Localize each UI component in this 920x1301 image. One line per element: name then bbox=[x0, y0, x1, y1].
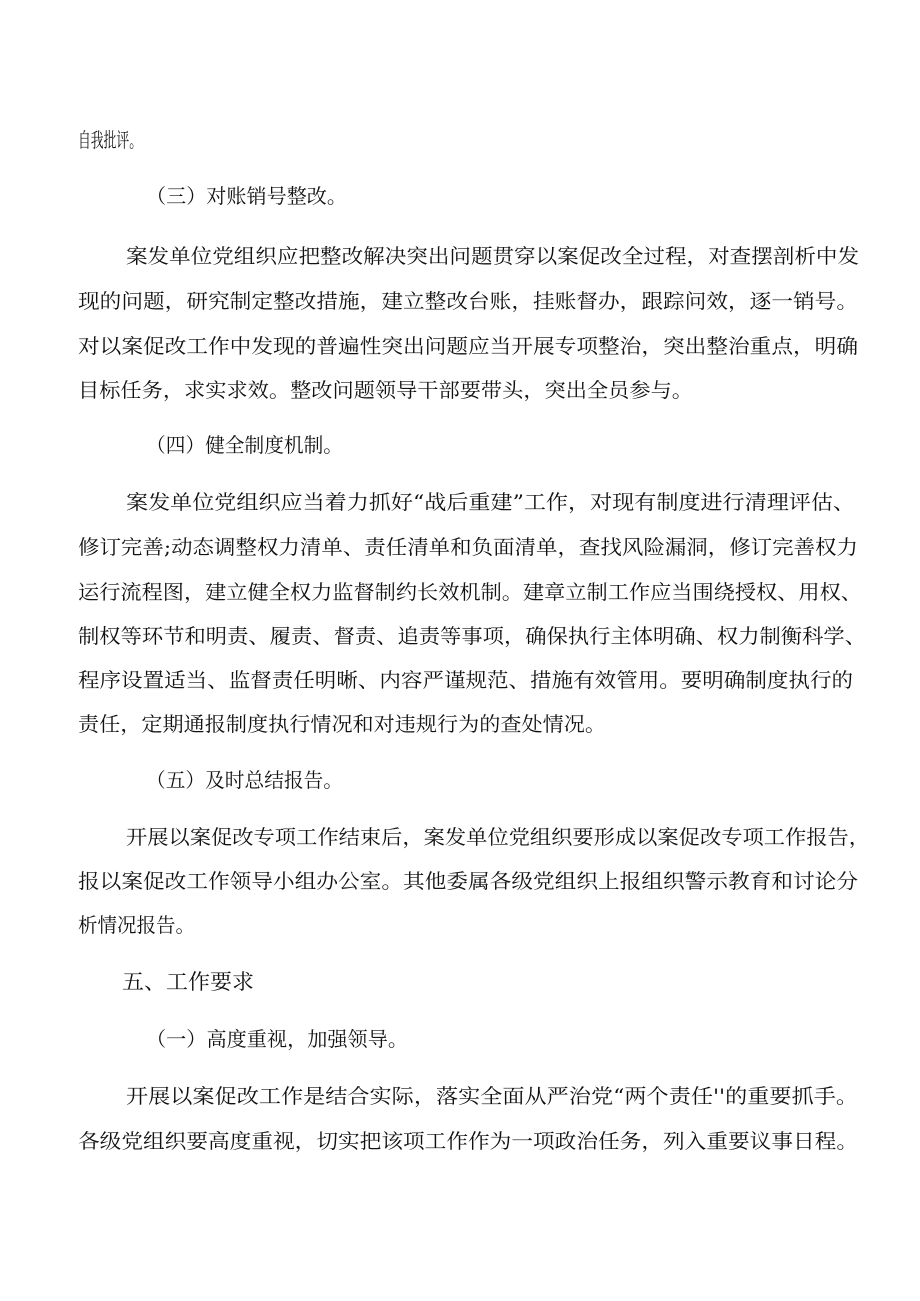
paragraph-line bbox=[0, 905, 920, 945]
subheading-text: （一）高度重视，加强领导。 bbox=[146, 1027, 408, 1051]
paragraph-text: 开展以案促改专项工作结束后，案发单位党组织要形成以案促改专项工作报告， bbox=[126, 825, 870, 849]
paragraph-line bbox=[0, 281, 920, 321]
subheading-4 bbox=[0, 425, 920, 465]
paragraph-line bbox=[0, 660, 920, 700]
paragraph-text: 各级党组织要高度重视，切实把该项工作作为一项政治任务，列入重要议事日程。 bbox=[78, 1129, 858, 1153]
paragraph-line bbox=[0, 704, 920, 744]
paragraph-line bbox=[0, 370, 920, 410]
paragraph-text: 析情况报告。 bbox=[78, 913, 195, 937]
paragraph-line bbox=[0, 120, 920, 160]
section-title-text: 五、工作要求 bbox=[122, 970, 254, 994]
paragraph-text: 目标任务，求实求效。整改问题领导干部要带头，突出全员参与。 bbox=[78, 378, 693, 402]
paragraph-line bbox=[0, 861, 920, 901]
paragraph-line bbox=[0, 817, 920, 857]
paragraph-text: 案发单位党组织应当着力抓好“战后重建”工作，对现有制度进行清理评估、 bbox=[126, 490, 855, 514]
paragraph-text: 案发单位党组织应把整改解决突出问题贯穿以案促改全过程，对查摆剖析中发 bbox=[126, 244, 859, 268]
paragraph-text: 现的问题，研究制定整改措施，建立整改台账，挂账督办，跟踪问效，逐一销号。 bbox=[78, 289, 858, 313]
paragraph-text: 制权等环节和明责、履责、督责、追责等事项，确保执行主体明确、权力制衡科学、 bbox=[78, 624, 866, 648]
subheading-text: （五）及时总结报告。 bbox=[146, 768, 343, 792]
paragraph-text: 自我批评。 bbox=[78, 128, 142, 152]
paragraph-text: 责任，定期通报制度执行情况和对违规行为的查处情况。 bbox=[78, 712, 606, 736]
paragraph-line bbox=[0, 527, 920, 567]
paragraph-line bbox=[0, 326, 920, 366]
paragraph-text: 开展以案促改工作是结合实际，落实全面从严治党“两个责任''的重要抓手。 bbox=[126, 1084, 858, 1108]
paragraph-line bbox=[0, 236, 920, 276]
paragraph-line bbox=[0, 1076, 920, 1116]
paragraph-line bbox=[0, 1121, 920, 1161]
subheading-5 bbox=[0, 760, 920, 800]
paragraph-text: 程序设置适当、监督责任明晰、内容严谨规范、措施有效管用。要明确制度执行的 bbox=[78, 668, 853, 692]
paragraph-text: 对以案促改工作中发现的普遍性突出问题应当开展专项整治，突出整治重点，明确 bbox=[78, 334, 858, 358]
paragraph-line bbox=[0, 572, 920, 612]
section-title bbox=[0, 962, 920, 1002]
paragraph-text: 运行流程图，建立健全权力监督制约长效机制。建章立制工作应当围绕授权、用权、 bbox=[78, 580, 862, 604]
subheading-3 bbox=[0, 176, 920, 216]
subheading-1 bbox=[0, 1019, 920, 1059]
subheading-text: （四）健全制度机制。 bbox=[146, 433, 343, 457]
paragraph-text: 报以案促改工作领导小组办公室。其他委属各级党组织上报组织警示教育和讨论分 bbox=[78, 869, 858, 893]
paragraph-line bbox=[0, 616, 920, 656]
subheading-text: （三）对账销号整改。 bbox=[146, 184, 347, 208]
paragraph-line bbox=[0, 482, 920, 522]
paragraph-text: 修订完善;动态调整权力清单、责任清单和负面清单，查找风险漏洞，修订完善权力 bbox=[78, 535, 858, 559]
